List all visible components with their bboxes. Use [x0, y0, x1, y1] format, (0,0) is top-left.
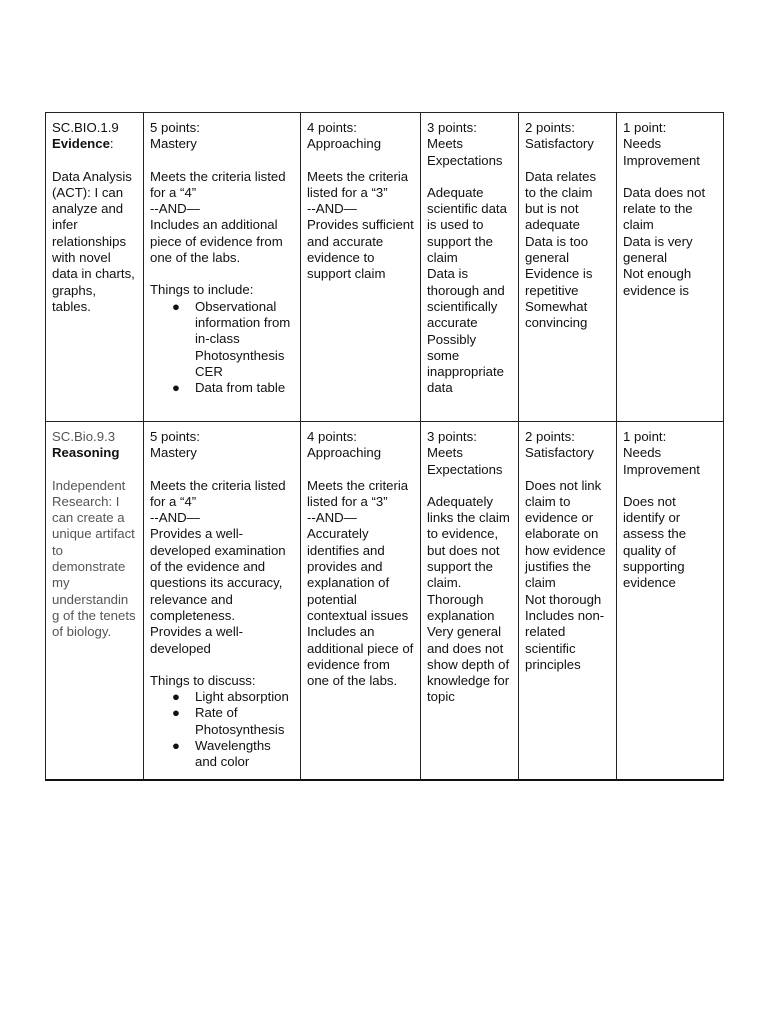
level-criterion: Data does not relate to the claim	[623, 184, 706, 233]
level-cell	[301, 422, 421, 780]
rubric-body	[46, 113, 724, 780]
level-points: 4 points:	[307, 120, 357, 135]
standard-code: SC.BIO.1.9	[52, 120, 119, 135]
level-name: Mastery	[150, 136, 197, 152]
level-criterion: Data is thorough and scientifically accurate	[427, 266, 505, 331]
level-points: 3 points:	[427, 429, 477, 444]
bullet-icon: ●	[172, 298, 180, 314]
list-item-text: Data from table	[195, 380, 286, 396]
level-criterion: Meets the criteria listed for a “4”	[150, 477, 286, 509]
standard-description: Independent Research: I can create a unique artifact to demonstrate my understandin g of the tenets of biology.	[52, 477, 136, 640]
level-criterion: Data is very general	[623, 233, 693, 266]
level-cell	[617, 422, 724, 780]
standard-cell	[46, 113, 144, 422]
level-criterion: Does not link claim to evidence or elaborate on how evidence justifies the claim	[525, 477, 606, 591]
level-name: Satisfactory	[525, 136, 594, 152]
level-name: Meets Expectations	[427, 136, 503, 168]
bullet-icon: ●	[172, 380, 180, 396]
level-criterion: Adequately links the claim to evidence, but does not support the claim.	[427, 493, 510, 591]
level-criterion: Includes an additional piece of evidence from one of the labs.	[150, 217, 283, 266]
level-criterion: Not enough evidence is	[623, 266, 692, 298]
list-item-text: Observational information from in-class Photosynthesis CER	[195, 298, 291, 379]
level-cell	[301, 113, 421, 422]
level-cell	[617, 113, 724, 422]
rubric-row	[46, 113, 724, 422]
standard-label: Reasoning	[52, 445, 120, 461]
level-name: Mastery	[150, 445, 197, 461]
level-criterion: Does not identify or assess the quality of supporting evidence	[623, 493, 687, 591]
level-criterion: Possibly some inappropriate data	[427, 331, 504, 396]
level-criterion: Very general and does not show depth of knowledge for topic	[427, 624, 510, 705]
level-criterion: Provides a well-developed examination of the evidence and questions its accuracy, relevance and completeness.	[150, 526, 286, 623]
level-criterion: --AND—	[307, 510, 357, 526]
list-item-text: Rate of Photosynthesis	[195, 705, 285, 737]
rubric-table	[45, 112, 724, 781]
standard-code: SC.Bio.9.3	[52, 429, 116, 444]
level-criterion: Somewhat convincing	[525, 298, 588, 331]
bullet-list	[150, 299, 294, 397]
level-cell	[144, 113, 301, 422]
level-criterion: Thorough explanation	[427, 591, 495, 623]
list-item	[150, 705, 294, 738]
level-cell	[421, 422, 519, 780]
level-criterion: Provides sufficient and accurate evidence to support claim	[307, 217, 414, 282]
level-points: 1 point:	[623, 429, 667, 444]
list-item-text: Light absorption	[195, 689, 289, 705]
level-criterion: Meets the criteria listed for a “3”	[307, 168, 409, 200]
level-criterion: Meets the criteria listed for a “4”	[150, 168, 286, 200]
level-points: 2 points:	[525, 120, 575, 135]
level-criterion: --AND—	[150, 510, 200, 526]
list-item-text: Wavelengths and color	[195, 738, 271, 770]
level-criterion: Meets the criteria listed for a “3”	[307, 477, 409, 509]
level-criterion: --AND—	[150, 201, 200, 217]
level-criterion: --AND—	[307, 201, 357, 217]
level-points: 5 points:	[150, 429, 200, 444]
level-criterion: Provides a well-developed	[150, 624, 244, 656]
level-points: 4 points:	[307, 429, 357, 444]
level-name: Needs Improvement	[623, 136, 700, 168]
standard-label-line	[52, 136, 137, 152]
level-points: 5 points:	[150, 120, 200, 135]
level-points: 1 point:	[623, 120, 667, 135]
level-name: Meets Expectations	[427, 445, 503, 477]
level-name: Approaching	[307, 136, 382, 152]
standard-description: Data Analysis (ACT): I can analyze and infer relationships with novel data in charts, graphs, tables.	[52, 168, 135, 314]
level-cell	[144, 422, 301, 780]
bullet-icon: ●	[172, 738, 180, 754]
level-cell	[421, 113, 519, 422]
level-points: 2 points:	[525, 429, 575, 444]
level-name: Satisfactory	[525, 445, 594, 461]
list-item	[150, 380, 294, 396]
level-name: Approaching	[307, 445, 382, 461]
level-criterion: Not thorough	[525, 591, 602, 607]
bullet-icon: ●	[172, 705, 180, 721]
level-criterion: Adequate scientific data is used to support the claim	[427, 184, 507, 266]
level-criterion: Data relates to the claim but is not adequate	[525, 168, 597, 233]
rubric-row	[46, 422, 724, 780]
level-name: Needs Improvement	[623, 445, 700, 477]
standard-label-suffix: :	[109, 136, 114, 152]
level-points: 3 points:	[427, 120, 477, 135]
list-item	[150, 738, 294, 771]
level-cell	[519, 113, 617, 422]
bullet-icon: ●	[172, 689, 180, 705]
level-criterion: Includes an additional piece of evidence from one of the labs.	[307, 624, 414, 689]
bullet-list	[150, 689, 294, 770]
list-heading: Things to discuss:	[150, 672, 256, 688]
level-cell	[519, 422, 617, 780]
level-criterion: Accurately identifies and provides and explanation of potential contextual issues	[307, 526, 409, 623]
list-item	[150, 299, 294, 380]
level-criterion: Data is too general	[525, 233, 589, 266]
standard-label: Evidence	[52, 136, 110, 152]
standard-label-line	[52, 445, 137, 461]
level-criterion: Evidence is repetitive	[525, 266, 593, 298]
list-item	[150, 689, 294, 705]
level-criterion: Includes non-related scientific principles	[525, 607, 605, 672]
list-heading: Things to include:	[150, 282, 254, 298]
standard-cell	[46, 422, 144, 780]
